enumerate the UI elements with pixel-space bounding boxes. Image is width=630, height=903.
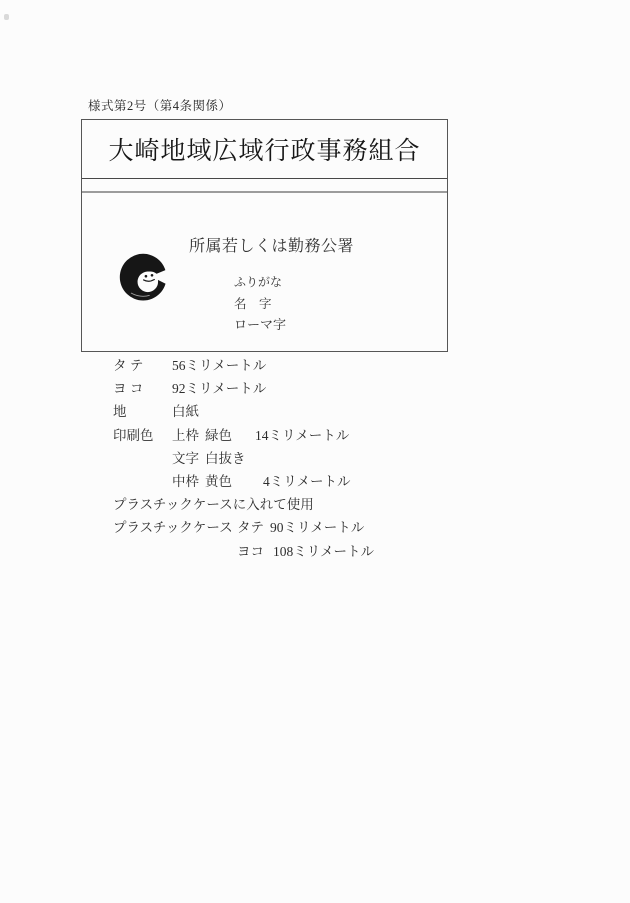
- spec-color: 緑色: [205, 427, 232, 443]
- romaji-label: ローマ字: [234, 317, 287, 332]
- spec-list: [113, 354, 433, 563]
- form-number-label: 様式第2号（第4条関係）: [88, 99, 232, 113]
- card-title-section: [82, 120, 447, 179]
- spec-value: 56ミリメートル: [172, 358, 267, 373]
- organization-name-title: 大崎地域広域行政事務組合: [108, 137, 421, 165]
- spec-subkey: 文字: [172, 450, 199, 466]
- spec-subkey: ヨコ: [237, 543, 264, 559]
- spec-color: 白抜き: [205, 450, 246, 466]
- spec-note: プラスチックケースに入れて使用: [113, 497, 314, 513]
- ink-brush-mascot-icon: [117, 250, 173, 308]
- spec-row-height: [113, 354, 433, 377]
- affiliation-label: 所属若しくは勤務公署: [189, 238, 355, 255]
- spec-key: プラスチックケース: [113, 520, 233, 536]
- spec-subkey: 上枠: [172, 427, 199, 443]
- spec-row-print-text: [113, 447, 433, 470]
- spec-subkey: 中枠: [172, 473, 199, 489]
- spec-row-ground: [113, 400, 433, 423]
- spec-row-case-usage: [113, 493, 433, 516]
- spec-color: 黄色: [205, 473, 232, 489]
- spec-key: タ テ: [113, 358, 144, 373]
- spec-value: 92ミリメートル: [172, 381, 267, 397]
- spec-subkey: タテ: [237, 520, 264, 536]
- spec-value: 白紙: [172, 404, 199, 420]
- badge-card: [81, 119, 448, 352]
- spec-key: 地: [113, 404, 127, 420]
- spec-row-case-height: [113, 516, 433, 539]
- spec-value: 14ミリメートル: [255, 427, 350, 443]
- spec-key: 印刷色: [113, 427, 154, 443]
- furigana-label: ふりがな: [234, 275, 283, 289]
- spec-row-print-middle-frame: [113, 470, 433, 493]
- spec-row-case-width: [113, 540, 433, 563]
- spec-row-print-top-frame: [113, 424, 433, 447]
- scan-artifact-speck: [4, 14, 9, 20]
- spec-key: ヨ コ: [113, 381, 144, 397]
- spec-value: 90ミリメートル: [270, 520, 365, 536]
- spec-row-width: [113, 377, 433, 400]
- spec-value: 4ミリメートル: [263, 473, 351, 489]
- spec-value: 108ミリメートル: [273, 543, 374, 559]
- surname-label: 名 字: [234, 297, 272, 311]
- card-blank-band: [82, 179, 447, 193]
